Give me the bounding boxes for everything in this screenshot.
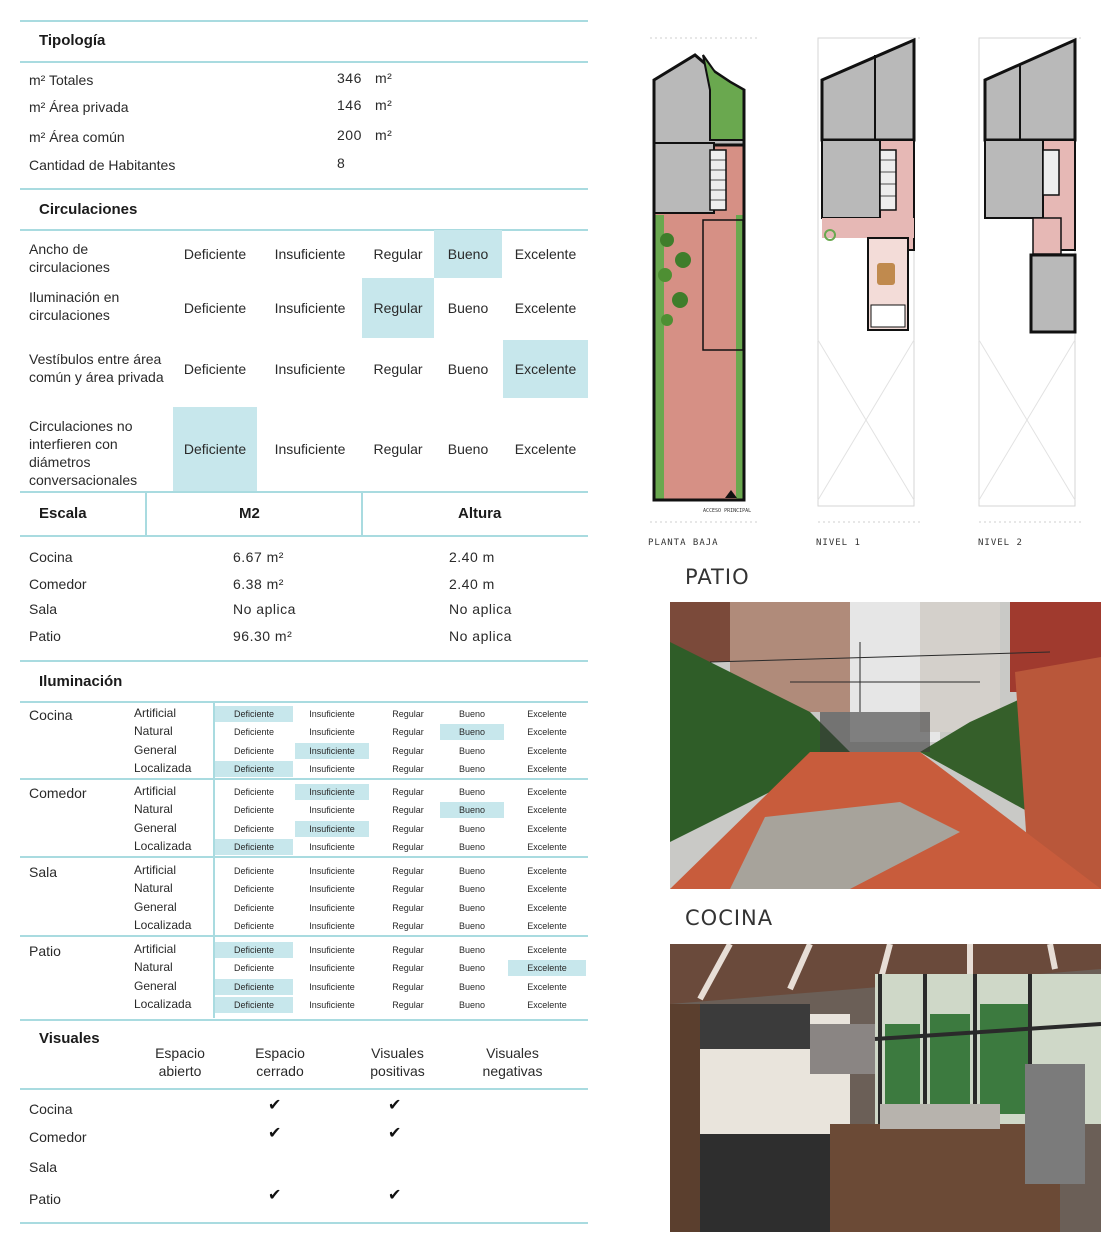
divider bbox=[20, 20, 588, 22]
rating-option-excelente: Excelente bbox=[527, 745, 567, 756]
rating-option-deficiente: Deficiente bbox=[233, 727, 275, 738]
column-header-altura: Altura bbox=[458, 505, 502, 522]
rating-option-deficiente: Deficiente bbox=[233, 787, 275, 797]
rating-option-insuficiente: Insuficiente bbox=[309, 866, 355, 876]
plan-label-planta-baja: PLANTA BAJA bbox=[648, 538, 719, 548]
rating-option-bueno: Bueno bbox=[440, 802, 504, 818]
rating-option-excelente: Excelente bbox=[508, 960, 586, 976]
circulaciones-row-label: Circulaciones no interfieren con diámetros conversacionales bbox=[29, 418, 138, 488]
rating-option-deficiente: Deficiente bbox=[233, 823, 275, 834]
rating-option-bueno: Bueno bbox=[458, 823, 486, 834]
check-icon: ✔ bbox=[388, 1097, 402, 1114]
escala-room: Cocina bbox=[29, 549, 73, 565]
rating-option-regular: Regular bbox=[392, 999, 424, 1010]
plan-label-nivel-1: NIVEL 1 bbox=[816, 538, 861, 548]
rating-option-bueno: Bueno bbox=[458, 841, 486, 852]
rating-option-bueno: Bueno bbox=[458, 745, 486, 756]
section-title-iluminacion: Iluminación bbox=[39, 673, 123, 690]
visuales-column-header: Visuales negativas bbox=[482, 1045, 543, 1079]
plan-planta-baja bbox=[654, 55, 744, 500]
rating-option-excelente: Excelente bbox=[527, 805, 567, 816]
rating-option-regular: Regular bbox=[373, 246, 423, 262]
iluminacion-type: Localizada bbox=[134, 838, 192, 853]
divider bbox=[20, 1222, 588, 1224]
rating-option-insuficiente: Insuficiente bbox=[309, 805, 355, 816]
rating-option-insuficiente: Insuficiente bbox=[309, 709, 355, 719]
patio-photo bbox=[670, 602, 1101, 889]
iluminacion-type: Natural bbox=[134, 802, 173, 817]
tipologia-unit: m² bbox=[375, 127, 393, 143]
rating-option-excelente: Excelente bbox=[527, 999, 567, 1010]
photo-label-patio: PATIO bbox=[685, 565, 750, 589]
rating-option-bueno: Bueno bbox=[458, 884, 486, 895]
rating-option-regular: Regular bbox=[392, 745, 424, 756]
rating-option-regular: Regular bbox=[392, 884, 424, 895]
iluminacion-type: Natural bbox=[134, 724, 173, 739]
check-icon: ✔ bbox=[268, 1125, 282, 1142]
rating-option-insuficiente: Insuficiente bbox=[309, 763, 355, 774]
circulaciones-row-label: Ancho de circulaciones bbox=[29, 241, 110, 275]
rating-option-excelente: Excelente bbox=[527, 727, 567, 738]
iluminacion-type: General bbox=[134, 978, 177, 993]
rating-option-excelente: Excelente bbox=[514, 441, 577, 457]
rating-option-deficiente: Deficiente bbox=[233, 902, 275, 913]
rating-option-excelente: Excelente bbox=[527, 841, 567, 852]
escala-altura: No aplica bbox=[449, 628, 512, 644]
iluminacion-room: Sala bbox=[29, 864, 58, 880]
rating-option-deficiente: Deficiente bbox=[183, 300, 247, 316]
rating-option-regular: Regular bbox=[392, 945, 424, 955]
rating-option-bueno: Bueno bbox=[458, 981, 486, 992]
iluminacion-type: Artificial bbox=[134, 863, 177, 877]
rating-option-excelente: Excelente bbox=[527, 866, 567, 876]
rating-option-insuficiente: Insuficiente bbox=[309, 902, 355, 913]
escala-altura: 2.40 m bbox=[449, 576, 495, 592]
floor-plans bbox=[625, 10, 1100, 550]
rating-option-insuficiente: Insuficiente bbox=[274, 441, 346, 457]
rating-option-insuficiente: Insuficiente bbox=[309, 884, 355, 895]
tipologia-unit: m² bbox=[375, 97, 393, 113]
rating-option-regular: Regular bbox=[392, 841, 424, 852]
rating-option-excelente: Excelente bbox=[527, 709, 567, 719]
iluminacion-type: General bbox=[134, 899, 177, 914]
rating-option-bueno: Bueno bbox=[458, 963, 486, 974]
rating-option-bueno: Bueno bbox=[434, 230, 502, 278]
rating-option-regular: Regular bbox=[392, 981, 424, 992]
rating-option-regular: Regular bbox=[373, 441, 423, 457]
rating-option-bueno: Bueno bbox=[458, 866, 486, 876]
check-icon: ✔ bbox=[268, 1187, 282, 1204]
cocina-photo bbox=[670, 944, 1101, 1232]
iluminacion-type: Localizada bbox=[134, 760, 192, 775]
tipologia-label: m² Área común bbox=[29, 129, 125, 145]
rating-option-insuficiente: Insuficiente bbox=[295, 784, 369, 800]
iluminacion-type: Artificial bbox=[134, 942, 177, 956]
rating-option-regular: Regular bbox=[392, 709, 424, 719]
iluminacion-type: Artificial bbox=[134, 784, 177, 798]
divider bbox=[20, 491, 588, 493]
rating-option-bueno: Bueno bbox=[447, 441, 489, 457]
divider bbox=[361, 493, 363, 535]
rating-option-insuficiente: Insuficiente bbox=[309, 727, 355, 738]
divider bbox=[213, 702, 215, 1018]
visuales-room: Sala bbox=[29, 1159, 58, 1175]
rating-option-bueno: Bueno bbox=[458, 763, 486, 774]
rating-option-excelente: Excelente bbox=[503, 340, 588, 398]
rating-option-excelente: Excelente bbox=[527, 902, 567, 913]
iluminacion-type: Artificial bbox=[134, 706, 177, 720]
rating-option-insuficiente: Insuficiente bbox=[309, 999, 355, 1010]
rating-option-deficiente: Deficiente bbox=[183, 361, 247, 377]
divider bbox=[20, 701, 588, 703]
rating-option-deficiente: Deficiente bbox=[233, 805, 275, 816]
iluminacion-type: Natural bbox=[134, 960, 173, 975]
tipologia-unit: m² bbox=[375, 70, 393, 86]
iluminacion-type: General bbox=[134, 742, 177, 757]
section-title-tipologia: Tipología bbox=[39, 32, 106, 49]
rating-option-insuficiente: Insuficiente bbox=[295, 743, 369, 759]
rating-option-regular: Regular bbox=[392, 787, 424, 797]
rating-option-bueno: Bueno bbox=[458, 945, 486, 955]
rating-option-excelente: Excelente bbox=[527, 945, 567, 955]
escala-room: Sala bbox=[29, 601, 58, 617]
plan-label-nivel-2: NIVEL 2 bbox=[978, 538, 1023, 548]
section-title-circulaciones: Circulaciones bbox=[39, 201, 138, 218]
rating-option-regular: Regular bbox=[392, 805, 424, 816]
column-header-m2: M2 bbox=[239, 505, 260, 522]
rating-option-deficiente: Deficiente bbox=[215, 997, 293, 1013]
rating-option-deficiente: Deficiente bbox=[215, 706, 293, 722]
plan-nivel-1 bbox=[818, 38, 914, 506]
rating-option-insuficiente: Insuficiente bbox=[309, 841, 355, 852]
escala-m2: No aplica bbox=[233, 601, 296, 617]
circulaciones-row-label: Iluminación en circulaciones bbox=[29, 289, 120, 323]
rating-option-regular: Regular bbox=[392, 727, 424, 738]
rating-option-insuficiente: Insuficiente bbox=[274, 300, 346, 316]
rating-option-excelente: Excelente bbox=[527, 920, 567, 931]
rating-option-bueno: Bueno bbox=[440, 724, 504, 740]
escala-m2: 96.30 m² bbox=[233, 628, 293, 644]
rating-option-insuficiente: Insuficiente bbox=[309, 981, 355, 992]
iluminacion-room: Comedor bbox=[29, 785, 87, 801]
tipologia-value: 346 bbox=[337, 70, 362, 86]
rating-option-excelente: Excelente bbox=[514, 246, 577, 262]
visuales-room: Patio bbox=[29, 1191, 61, 1207]
rating-option-deficiente: Deficiente bbox=[233, 745, 275, 756]
rating-option-insuficiente: Insuficiente bbox=[274, 246, 346, 262]
divider bbox=[20, 1019, 588, 1021]
escala-room: Comedor bbox=[29, 576, 87, 592]
photo-label-cocina: COCINA bbox=[685, 906, 774, 930]
tipologia-label: Cantidad de Habitantes bbox=[29, 157, 176, 173]
rating-option-excelente: Excelente bbox=[527, 787, 567, 797]
entrance-label: ACCESO PRINCIPAL bbox=[703, 508, 752, 514]
rating-option-deficiente: Deficiente bbox=[215, 942, 293, 958]
check-icon: ✔ bbox=[268, 1097, 282, 1114]
rating-option-excelente: Excelente bbox=[527, 981, 567, 992]
visuales-column-header: Espacio abierto bbox=[155, 1045, 205, 1079]
rating-option-deficiente: Deficiente bbox=[215, 979, 293, 995]
tipologia-label: m² Área privada bbox=[29, 99, 129, 115]
visuales-room: Comedor bbox=[29, 1129, 87, 1145]
divider bbox=[20, 778, 588, 780]
escala-room: Patio bbox=[29, 628, 61, 644]
rating-option-bueno: Bueno bbox=[458, 709, 486, 719]
rating-option-deficiente: Deficiente bbox=[215, 761, 293, 777]
divider bbox=[20, 188, 588, 190]
circulaciones-row-label: Vestíbulos entre área común y área privada bbox=[29, 351, 164, 385]
escala-m2: 6.38 m² bbox=[233, 576, 284, 592]
rating-option-deficiente: Deficiente bbox=[233, 920, 275, 931]
rating-option-regular: Regular bbox=[362, 278, 434, 338]
rating-option-regular: Regular bbox=[392, 920, 424, 931]
rating-option-insuficiente: Insuficiente bbox=[309, 963, 355, 974]
rating-option-bueno: Bueno bbox=[447, 300, 489, 316]
rating-option-insuficiente: Insuficiente bbox=[309, 920, 355, 931]
rating-option-bueno: Bueno bbox=[458, 999, 486, 1010]
rating-option-excelente: Excelente bbox=[527, 763, 567, 774]
rating-option-deficiente: Deficiente bbox=[215, 839, 293, 855]
iluminacion-type: Natural bbox=[134, 881, 173, 896]
check-icon: ✔ bbox=[388, 1187, 402, 1204]
section-title-escala: Escala bbox=[39, 505, 87, 522]
rating-option-insuficiente: Insuficiente bbox=[295, 821, 369, 837]
escala-altura: 2.40 m bbox=[449, 549, 495, 565]
escala-altura: No aplica bbox=[449, 601, 512, 617]
tipologia-label: m² Totales bbox=[29, 72, 94, 88]
divider bbox=[20, 935, 588, 937]
divider bbox=[145, 493, 147, 535]
visuales-column-header: Visuales positivas bbox=[370, 1045, 425, 1079]
rating-option-deficiente: Deficiente bbox=[233, 866, 275, 876]
iluminacion-type: Localizada bbox=[134, 917, 192, 932]
rating-option-regular: Regular bbox=[373, 361, 423, 377]
iluminacion-room: Cocina bbox=[29, 707, 73, 723]
rating-option-excelente: Excelente bbox=[527, 884, 567, 895]
plan-nivel-2 bbox=[979, 38, 1075, 506]
divider bbox=[20, 61, 588, 63]
divider bbox=[20, 535, 588, 537]
visuales-column-header: Espacio cerrado bbox=[255, 1045, 305, 1079]
iluminacion-type: General bbox=[134, 820, 177, 835]
rating-option-bueno: Bueno bbox=[447, 361, 489, 377]
tipologia-value: 8 bbox=[337, 155, 346, 171]
rating-option-deficiente: Deficiente bbox=[233, 884, 275, 895]
rating-option-excelente: Excelente bbox=[527, 823, 567, 834]
rating-option-deficiente: Deficiente bbox=[183, 246, 247, 262]
rating-option-deficiente: Deficiente bbox=[233, 963, 275, 974]
rating-option-bueno: Bueno bbox=[458, 902, 486, 913]
rating-option-regular: Regular bbox=[392, 866, 424, 876]
iluminacion-type: Localizada bbox=[134, 996, 192, 1011]
rating-option-bueno: Bueno bbox=[458, 920, 486, 931]
section-title-visuales: Visuales bbox=[39, 1030, 100, 1047]
rating-option-insuficiente: Insuficiente bbox=[309, 945, 355, 955]
rating-option-insuficiente: Insuficiente bbox=[274, 361, 346, 377]
check-icon: ✔ bbox=[388, 1125, 402, 1142]
rating-option-regular: Regular bbox=[392, 763, 424, 774]
escala-m2: 6.67 m² bbox=[233, 549, 284, 565]
rating-option-regular: Regular bbox=[392, 902, 424, 913]
visuales-room: Cocina bbox=[29, 1101, 73, 1117]
divider bbox=[20, 856, 588, 858]
rating-option-deficiente: Deficiente bbox=[173, 407, 257, 491]
divider bbox=[20, 660, 588, 662]
divider bbox=[20, 1088, 588, 1090]
tipologia-value: 146 bbox=[337, 97, 362, 113]
iluminacion-room: Patio bbox=[29, 943, 61, 959]
rating-option-regular: Regular bbox=[392, 823, 424, 834]
rating-option-regular: Regular bbox=[392, 963, 424, 974]
tipologia-value: 200 bbox=[337, 127, 362, 143]
rating-option-excelente: Excelente bbox=[514, 300, 577, 316]
rating-option-bueno: Bueno bbox=[458, 787, 486, 797]
